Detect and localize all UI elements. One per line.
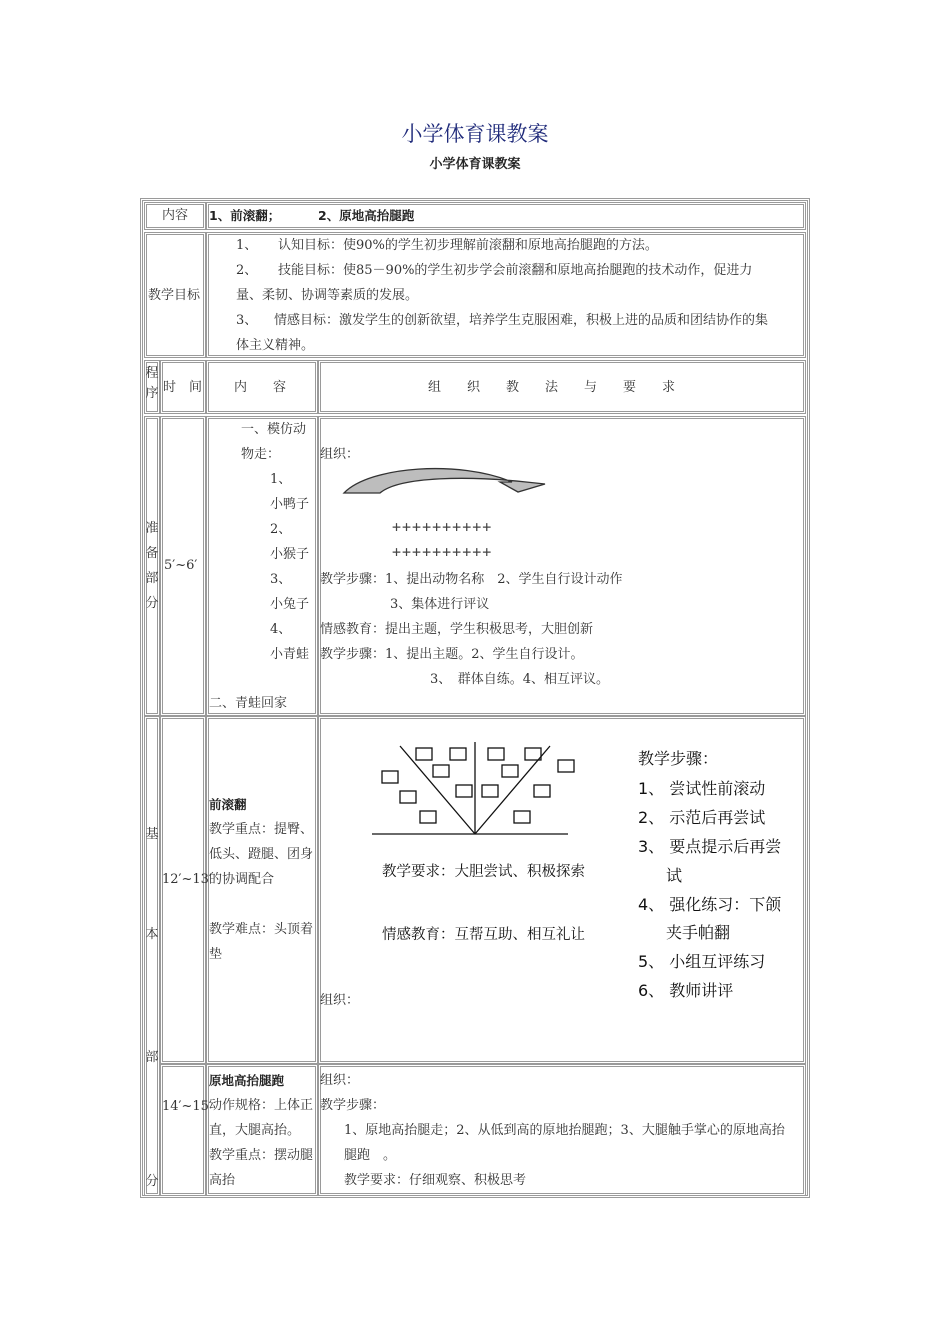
- cell-content-value: [206, 202, 806, 230]
- goals-label: 教学目标: [148, 288, 201, 303]
- roll-step-5: 5、 小组互评练习: [638, 952, 766, 971]
- roll-org-label: 组织：: [320, 993, 360, 1008]
- goal-2-text-line1: 技能目标：使85－90%的学生初步学会前滚翻和原地高抬腿跑的技术动作，促进力: [278, 263, 753, 278]
- roll-step-2: 2、 示范后再尝试: [638, 808, 766, 827]
- prep-org-label: 组织：: [320, 447, 360, 462]
- page-subtitle: 小学体育课教案: [429, 157, 521, 172]
- run-key-1: 教学重点：摆动腿: [209, 1148, 314, 1163]
- prep-content-1: 一、模仿动: [241, 422, 307, 437]
- prep-step-2: 3、集体进行评议: [390, 597, 490, 612]
- roll-step-3a: 3、 要点提示后再尝: [638, 837, 782, 856]
- run-title: 原地高抬腿跑: [209, 1073, 285, 1088]
- prep-content-11: 二、青蛙回家: [209, 696, 288, 711]
- prep-content-7: 3、: [270, 572, 292, 587]
- roll-step-3b: 试: [666, 866, 683, 885]
- prep-content-6: 小猴子: [270, 547, 310, 562]
- page-title: 小学体育课教案: [401, 122, 549, 146]
- run-org-label: 组织：: [320, 1073, 360, 1088]
- run-steps-line1: 1、原地高抬腿走；2、从低到高的原地抬腿跑；3、大腿触手掌心的原地高抬: [344, 1123, 785, 1138]
- roll-requirement: 教学要求：大胆尝试、积极探索: [382, 864, 585, 880]
- prep-content-5: 2、: [270, 522, 292, 537]
- cell-basic-section: [144, 716, 160, 1196]
- run-spec-2: 直，大腿高抬。: [209, 1123, 301, 1138]
- basic-section-char-1: 基: [145, 827, 159, 842]
- basic-section-char-3: 部: [145, 1050, 159, 1065]
- roll-steps-title: 教学步骤：: [638, 749, 719, 768]
- basic-section-char-2: 本: [145, 927, 159, 942]
- run-spec-1: 动作规格：上体正: [209, 1098, 314, 1113]
- cell-run-time: [160, 1064, 212, 1196]
- formation-row-1: ++++++++++: [392, 518, 493, 536]
- run-steps-line2: 腿跑 。: [344, 1148, 397, 1163]
- prep-content-2: 物走：: [241, 447, 281, 462]
- run-time: 14′~15′: [162, 1099, 212, 1114]
- formation-row-2: ++++++++++: [392, 543, 493, 561]
- goal-3-number: 3、: [236, 313, 258, 328]
- goal-2-number: 2、: [236, 263, 258, 278]
- header-time: 时 间: [163, 380, 203, 395]
- content-label: 内容: [162, 208, 189, 223]
- prep-content-10: 小青蛙: [270, 647, 310, 662]
- header-content: 内 容: [234, 380, 287, 395]
- roll-emotion: 情感教育：互帮互助、相互礼让: [382, 927, 585, 943]
- header-method: 组 织 教 法 与 要 求: [428, 380, 676, 395]
- prep-content-8: 小兔子: [270, 597, 310, 612]
- run-steps-label: 教学步骤：: [320, 1098, 386, 1113]
- prep-step-1: 教学步骤：1、提出动物名称 2、学生自行设计动作: [320, 572, 623, 587]
- roll-time: 12′~13′: [162, 872, 212, 887]
- content-item-2: 2、原地高抬腿跑: [318, 208, 415, 223]
- header-procedure: 程序: [145, 366, 159, 401]
- prep-step-4: 3、 群体自练。4、相互评议。: [430, 672, 610, 687]
- roll-key-1: 教学重点：提臀、: [209, 822, 314, 837]
- content-item-1: 1、前滚翻；: [209, 208, 281, 223]
- roll-step-1: 1、 尝试性前滚动: [638, 779, 766, 798]
- prep-step-3: 教学步骤：1、提出主题。2、学生自行设计。: [320, 647, 584, 662]
- basic-section-char-4: 分: [145, 1174, 159, 1189]
- run-key-2: 高抬: [209, 1173, 236, 1188]
- goal-1-number: 1、: [236, 238, 258, 253]
- roll-difficulty-1: 教学难点：头顶着: [209, 922, 314, 937]
- prep-content-4: 小鸭子: [270, 497, 310, 512]
- roll-difficulty-2: 垫: [209, 947, 223, 962]
- roll-step-4b: 夹手帕翻: [666, 923, 731, 942]
- roll-key-2: 低头、蹬腿、团身: [209, 847, 314, 862]
- roll-step-4a: 4、 强化练习：下颌: [638, 895, 782, 914]
- roll-key-3: 的协调配合: [209, 872, 275, 887]
- prep-time: 5′~6′: [164, 558, 198, 573]
- curved-arrow-icon: [340, 462, 550, 496]
- prep-content-3: 1、: [270, 472, 292, 487]
- goal-2-text-line2: 量、柔韧、协调等素质的发展。: [236, 288, 419, 303]
- roll-step-6: 6、 教师讲评: [638, 981, 734, 1000]
- run-requirement: 教学要求：仔细观察、积极思考: [344, 1173, 527, 1188]
- goal-3-text-line2: 体主义精神。: [236, 338, 315, 353]
- goal-1-text: 认知目标：使90%的学生初步理解前滚翻和原地高抬腿跑的方法。: [278, 238, 658, 253]
- prep-emotion: 情感教育：提出主题，学生积极思考，大胆创新: [320, 622, 594, 637]
- mat-formation-diagram: [370, 742, 580, 838]
- roll-title: 前滚翻: [209, 797, 247, 812]
- prep-content-9: 4、: [270, 622, 292, 637]
- prep-section-label: 准备部分: [145, 521, 159, 611]
- goal-3-text-line1: 情感目标：激发学生的创新欲望，培养学生克服困难，积极上进的品质和团结协作的集: [274, 313, 769, 328]
